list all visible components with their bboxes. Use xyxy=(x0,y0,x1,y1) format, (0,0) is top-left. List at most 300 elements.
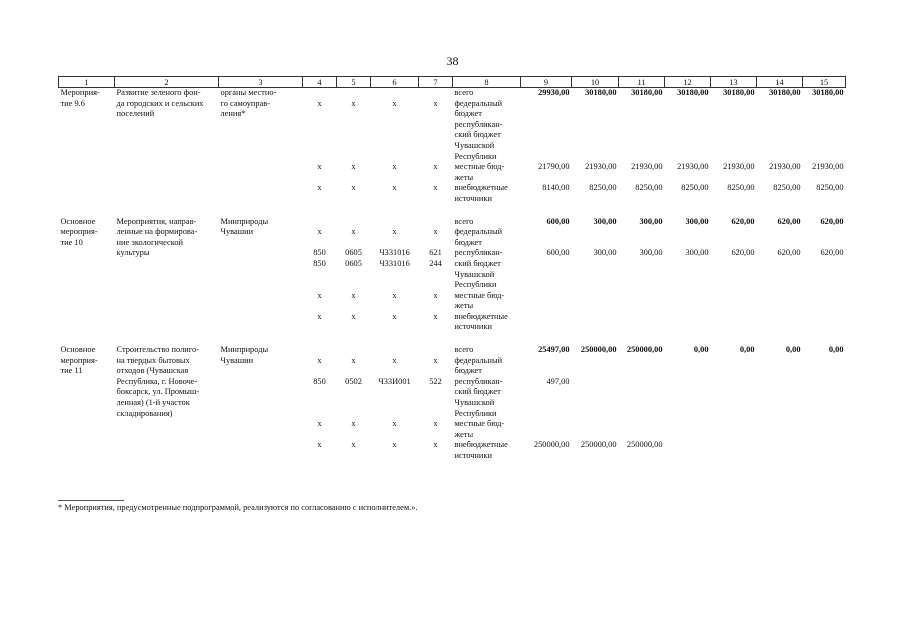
table-cell: x xyxy=(392,227,397,237)
table-cell: отходов (Чувашская xyxy=(116,366,189,376)
table-row xyxy=(59,238,846,249)
table-cell: Республики xyxy=(454,408,497,418)
table-cell xyxy=(219,398,303,409)
amount-cell: 300,00 xyxy=(593,216,617,226)
table-cell xyxy=(419,109,453,120)
amount-cell xyxy=(619,387,665,398)
amount-cell xyxy=(619,301,665,312)
table-cell xyxy=(337,88,371,99)
amount-cell: 21930,00 xyxy=(769,162,801,172)
table-cell: Чувашии xyxy=(220,227,254,237)
amount-cell xyxy=(665,120,711,131)
amount-cell xyxy=(665,430,711,441)
table-cell: x xyxy=(433,290,438,300)
table-cell xyxy=(59,451,115,462)
table-cell: Ч331016 xyxy=(379,248,410,258)
amount-cell xyxy=(619,141,665,152)
table-cell xyxy=(303,366,337,377)
amount-cell xyxy=(803,387,846,398)
amount-cell xyxy=(665,398,711,409)
table-cell xyxy=(371,301,419,312)
table-cell: x xyxy=(392,162,397,172)
amount-cell xyxy=(521,322,572,333)
amount-cell xyxy=(572,291,619,302)
table-cell xyxy=(303,217,337,228)
table-row xyxy=(59,141,846,152)
table-cell xyxy=(59,248,115,259)
table-cell: ский бюджет xyxy=(454,130,501,140)
table-cell xyxy=(115,130,219,141)
table-cell: поселений xyxy=(116,109,155,119)
table-cell xyxy=(419,451,453,462)
amount-cell xyxy=(572,430,619,441)
amount-cell: 21930,00 xyxy=(723,162,755,172)
amount-cell xyxy=(757,259,803,270)
table-cell xyxy=(419,398,453,409)
table-cell xyxy=(115,322,219,333)
amount-cell: 30180,00 xyxy=(812,88,844,97)
amount-cell xyxy=(757,291,803,302)
amount-cell xyxy=(803,430,846,441)
table-cell: Мероприя- xyxy=(60,88,100,97)
table-cell xyxy=(59,301,115,312)
table-cell xyxy=(219,270,303,281)
table-cell: Республики xyxy=(454,151,497,161)
table-cell xyxy=(115,451,219,462)
amount-cell xyxy=(757,270,803,281)
table-row xyxy=(59,301,846,312)
table-row xyxy=(59,259,846,270)
table-cell: ления* xyxy=(220,109,246,119)
table-cell xyxy=(115,419,219,430)
table-cell xyxy=(59,162,115,173)
table-cell: x xyxy=(317,311,322,321)
amount-cell xyxy=(619,227,665,238)
amount-cell xyxy=(665,322,711,333)
amount-cell xyxy=(572,451,619,462)
table-cell xyxy=(219,238,303,249)
table-cell xyxy=(371,173,419,184)
table-cell xyxy=(337,398,371,409)
table-cell xyxy=(115,259,219,270)
table-cell xyxy=(419,217,453,228)
amount-cell: 21930,00 xyxy=(677,162,709,172)
table-cell: x xyxy=(317,290,322,300)
amount-cell xyxy=(572,152,619,163)
table-cell xyxy=(303,120,337,131)
amount-cell xyxy=(521,109,572,120)
table-cell: x xyxy=(351,162,356,172)
table-cell: 621 xyxy=(429,248,442,258)
table-cell: местные бюд- xyxy=(454,290,505,300)
amount-cell: 250000,00 xyxy=(580,440,617,450)
amount-cell xyxy=(757,301,803,312)
table-cell: x xyxy=(392,98,397,108)
amount-cell xyxy=(757,141,803,152)
table-cell xyxy=(419,120,453,131)
amount-cell: 21930,00 xyxy=(631,162,663,172)
amount-cell xyxy=(757,377,803,388)
table-cell: да городских и сельских xyxy=(116,98,204,108)
amount-cell xyxy=(757,238,803,249)
amount-cell xyxy=(665,419,711,430)
table-cell: x xyxy=(351,290,356,300)
amount-cell xyxy=(521,301,572,312)
table-cell xyxy=(419,88,453,99)
amount-cell xyxy=(757,419,803,430)
amount-cell xyxy=(803,238,846,249)
table-row xyxy=(59,99,846,110)
table-cell xyxy=(59,291,115,302)
amount-cell xyxy=(665,291,711,302)
amount-cell: 300,00 xyxy=(685,216,709,226)
table-cell xyxy=(219,312,303,323)
amount-cell: 29930,00 xyxy=(538,88,570,97)
amount-cell xyxy=(711,280,757,291)
column-header: 6 xyxy=(371,77,419,88)
table-cell xyxy=(303,387,337,398)
amount-cell xyxy=(665,194,711,205)
table-cell: республикан- xyxy=(454,248,503,258)
amount-cell xyxy=(521,398,572,409)
table-row xyxy=(59,440,846,451)
table-cell xyxy=(59,259,115,270)
amount-cell xyxy=(619,130,665,141)
amount-cell xyxy=(665,99,711,110)
block-spacer xyxy=(59,205,846,217)
amount-cell: 300,00 xyxy=(639,248,663,258)
amount-cell xyxy=(619,312,665,323)
table-cell xyxy=(303,270,337,281)
table-header-row xyxy=(59,77,846,88)
table-row xyxy=(59,312,846,323)
amount-cell: 250000,00 xyxy=(626,440,663,450)
table-cell: x xyxy=(433,162,438,172)
table-cell xyxy=(115,141,219,152)
table-row xyxy=(59,345,846,356)
table-cell xyxy=(419,194,453,205)
amount-cell xyxy=(803,194,846,205)
amount-cell xyxy=(757,227,803,238)
table-cell: складирования) xyxy=(116,408,173,418)
table-cell: Чувашской xyxy=(454,140,495,150)
amount-cell xyxy=(619,322,665,333)
table-cell xyxy=(219,322,303,333)
table-cell: x xyxy=(351,227,356,237)
table-cell: жеты xyxy=(454,429,474,439)
table-row xyxy=(59,377,846,388)
table-cell: Республики xyxy=(454,280,497,290)
amount-cell: 250000,00 xyxy=(580,345,617,355)
table-cell xyxy=(219,377,303,388)
amount-cell xyxy=(665,238,711,249)
amount-cell xyxy=(521,387,572,398)
table-cell xyxy=(303,194,337,205)
column-header: 8 xyxy=(453,77,521,88)
amount-cell xyxy=(803,419,846,430)
amount-cell xyxy=(757,312,803,323)
amount-cell xyxy=(572,109,619,120)
amount-cell: 8250,00 xyxy=(727,183,755,193)
table-cell xyxy=(219,173,303,184)
table-row xyxy=(59,248,846,259)
table-cell xyxy=(303,238,337,249)
table-cell xyxy=(337,270,371,281)
amount-cell xyxy=(619,430,665,441)
amount-cell xyxy=(711,398,757,409)
amount-cell xyxy=(803,398,846,409)
amount-cell xyxy=(803,280,846,291)
amount-cell: 620,00 xyxy=(820,216,844,226)
column-header: 2 xyxy=(115,77,219,88)
amount-cell xyxy=(711,366,757,377)
table-cell: всего xyxy=(454,88,474,97)
amount-cell xyxy=(803,270,846,281)
table-cell xyxy=(219,120,303,131)
amount-cell xyxy=(572,227,619,238)
table-cell xyxy=(59,120,115,131)
amount-cell xyxy=(619,238,665,249)
amount-cell xyxy=(711,322,757,333)
amount-cell: 21790,00 xyxy=(538,162,570,172)
amount-cell xyxy=(521,259,572,270)
amount-cell xyxy=(665,173,711,184)
amount-cell: 30180,00 xyxy=(723,88,755,97)
table-cell xyxy=(115,183,219,194)
table-cell: культуры xyxy=(116,248,150,258)
table-cell xyxy=(219,430,303,441)
table-cell xyxy=(303,322,337,333)
table-cell xyxy=(59,430,115,441)
column-header: 12 xyxy=(665,77,711,88)
table-cell: ние экологической xyxy=(116,237,184,247)
table-cell xyxy=(371,152,419,163)
amount-cell xyxy=(665,227,711,238)
amount-cell xyxy=(757,109,803,120)
table-cell xyxy=(303,280,337,291)
table-cell xyxy=(337,387,371,398)
table-cell xyxy=(59,419,115,430)
amount-cell xyxy=(757,99,803,110)
table-cell xyxy=(219,152,303,163)
table-cell xyxy=(219,280,303,291)
amount-cell xyxy=(757,430,803,441)
amount-cell: 21930,00 xyxy=(585,162,617,172)
amount-cell xyxy=(711,152,757,163)
table-cell xyxy=(115,152,219,163)
amount-cell xyxy=(521,238,572,249)
table-cell xyxy=(371,366,419,377)
table-cell: x xyxy=(433,355,438,365)
table-row xyxy=(59,398,846,409)
table-cell xyxy=(371,322,419,333)
table-cell xyxy=(115,312,219,323)
amount-cell: 600,00 xyxy=(546,248,570,258)
table-cell xyxy=(59,387,115,398)
amount-cell xyxy=(521,312,572,323)
table-cell xyxy=(371,451,419,462)
table-cell xyxy=(219,301,303,312)
table-cell: всего xyxy=(454,216,474,226)
table-cell xyxy=(219,419,303,430)
table-cell xyxy=(337,301,371,312)
table-cell xyxy=(59,377,115,388)
column-header: 9 xyxy=(521,77,572,88)
amount-cell: 0,00 xyxy=(693,345,709,355)
amount-cell xyxy=(572,366,619,377)
amount-cell xyxy=(757,409,803,420)
table-cell: x xyxy=(433,311,438,321)
table-cell xyxy=(371,398,419,409)
table-row xyxy=(59,280,846,291)
amount-cell xyxy=(803,409,846,420)
amount-cell: 250000,00 xyxy=(626,345,663,355)
amount-cell xyxy=(711,301,757,312)
amount-cell xyxy=(803,366,846,377)
table-cell xyxy=(219,248,303,259)
amount-cell xyxy=(619,280,665,291)
amount-cell xyxy=(665,451,711,462)
table-cell xyxy=(59,312,115,323)
amount-cell xyxy=(803,377,846,388)
amount-cell: 620,00 xyxy=(731,216,755,226)
table-cell: 244 xyxy=(429,258,442,268)
amount-cell xyxy=(711,238,757,249)
table-row xyxy=(59,217,846,228)
amount-cell: 8140,00 xyxy=(542,183,570,193)
budget-table xyxy=(58,76,846,462)
table-row xyxy=(59,356,846,367)
table-cell xyxy=(337,430,371,441)
amount-cell xyxy=(757,440,803,451)
amount-cell xyxy=(572,280,619,291)
amount-cell xyxy=(572,141,619,152)
table-cell: ский бюджет xyxy=(454,258,501,268)
amount-cell xyxy=(619,419,665,430)
table-cell: республикан- xyxy=(454,376,503,386)
table-cell: x xyxy=(317,227,322,237)
amount-cell xyxy=(803,141,846,152)
amount-cell xyxy=(572,398,619,409)
table-cell xyxy=(337,194,371,205)
amount-cell: 0,00 xyxy=(739,345,755,355)
table-cell xyxy=(219,409,303,420)
table-cell: Чувашии xyxy=(220,355,254,365)
amount-cell xyxy=(572,270,619,281)
amount-cell xyxy=(757,152,803,163)
table-cell: x xyxy=(433,419,438,429)
amount-cell xyxy=(711,419,757,430)
table-cell: x xyxy=(392,419,397,429)
table-cell xyxy=(115,162,219,173)
table-cell: x xyxy=(392,440,397,450)
table-cell xyxy=(219,451,303,462)
amount-cell xyxy=(711,227,757,238)
table-cell: ленные на формирова- xyxy=(116,227,198,237)
table-cell: x xyxy=(433,183,438,193)
amount-cell: 0,00 xyxy=(785,345,801,355)
table-cell xyxy=(419,141,453,152)
amount-cell: 30180,00 xyxy=(677,88,709,97)
amount-cell xyxy=(665,130,711,141)
amount-cell: 620,00 xyxy=(777,216,801,226)
table-cell xyxy=(115,194,219,205)
table-cell xyxy=(371,109,419,120)
amount-cell xyxy=(665,366,711,377)
amount-cell xyxy=(521,356,572,367)
table-cell xyxy=(337,345,371,356)
table-cell xyxy=(219,194,303,205)
amount-cell xyxy=(619,270,665,281)
table-cell xyxy=(59,398,115,409)
table-cell xyxy=(303,152,337,163)
amount-cell xyxy=(665,270,711,281)
table-cell: источники xyxy=(454,451,492,460)
amount-cell xyxy=(665,377,711,388)
table-cell: x xyxy=(317,162,322,172)
amount-cell xyxy=(665,409,711,420)
table-cell xyxy=(419,270,453,281)
amount-cell: 25497,00 xyxy=(538,345,570,355)
table-cell: тие 9.6 xyxy=(60,98,85,108)
table-row xyxy=(59,130,846,141)
amount-cell: 300,00 xyxy=(639,216,663,226)
table-cell xyxy=(419,322,453,333)
amount-cell xyxy=(711,194,757,205)
table-cell xyxy=(419,345,453,356)
table-row xyxy=(59,366,846,377)
amount-cell xyxy=(665,141,711,152)
table-cell: органы местно- xyxy=(220,88,277,97)
amount-cell xyxy=(572,194,619,205)
amount-cell xyxy=(757,451,803,462)
table-cell xyxy=(303,345,337,356)
column-header: 15 xyxy=(803,77,846,88)
amount-cell xyxy=(572,173,619,184)
amount-cell xyxy=(711,141,757,152)
table-cell: 0605 xyxy=(345,248,362,258)
table-cell xyxy=(59,152,115,163)
table-cell xyxy=(115,280,219,291)
amount-cell xyxy=(665,280,711,291)
table-cell xyxy=(59,440,115,451)
table-row xyxy=(59,120,846,131)
table-cell: 0502 xyxy=(345,376,362,386)
amount-cell xyxy=(521,130,572,141)
table-cell xyxy=(371,88,419,99)
table-cell xyxy=(337,141,371,152)
table-cell: Основное xyxy=(60,345,96,355)
table-body xyxy=(59,88,846,462)
table-row xyxy=(59,291,846,302)
amount-cell xyxy=(521,451,572,462)
amount-cell: 21930,00 xyxy=(812,162,844,172)
table-cell xyxy=(337,120,371,131)
amount-cell: 497,00 xyxy=(546,376,570,386)
table-row xyxy=(59,430,846,441)
amount-cell xyxy=(711,440,757,451)
table-cell: x xyxy=(317,183,322,193)
amount-cell xyxy=(711,270,757,281)
table-cell: бюджет xyxy=(454,366,482,376)
amount-cell xyxy=(619,451,665,462)
table-cell: x xyxy=(317,419,322,429)
amount-cell xyxy=(572,419,619,430)
table-row xyxy=(59,387,846,398)
table-cell: Мероприятия, направ- xyxy=(116,216,197,226)
table-cell xyxy=(59,130,115,141)
table-cell xyxy=(59,409,115,420)
